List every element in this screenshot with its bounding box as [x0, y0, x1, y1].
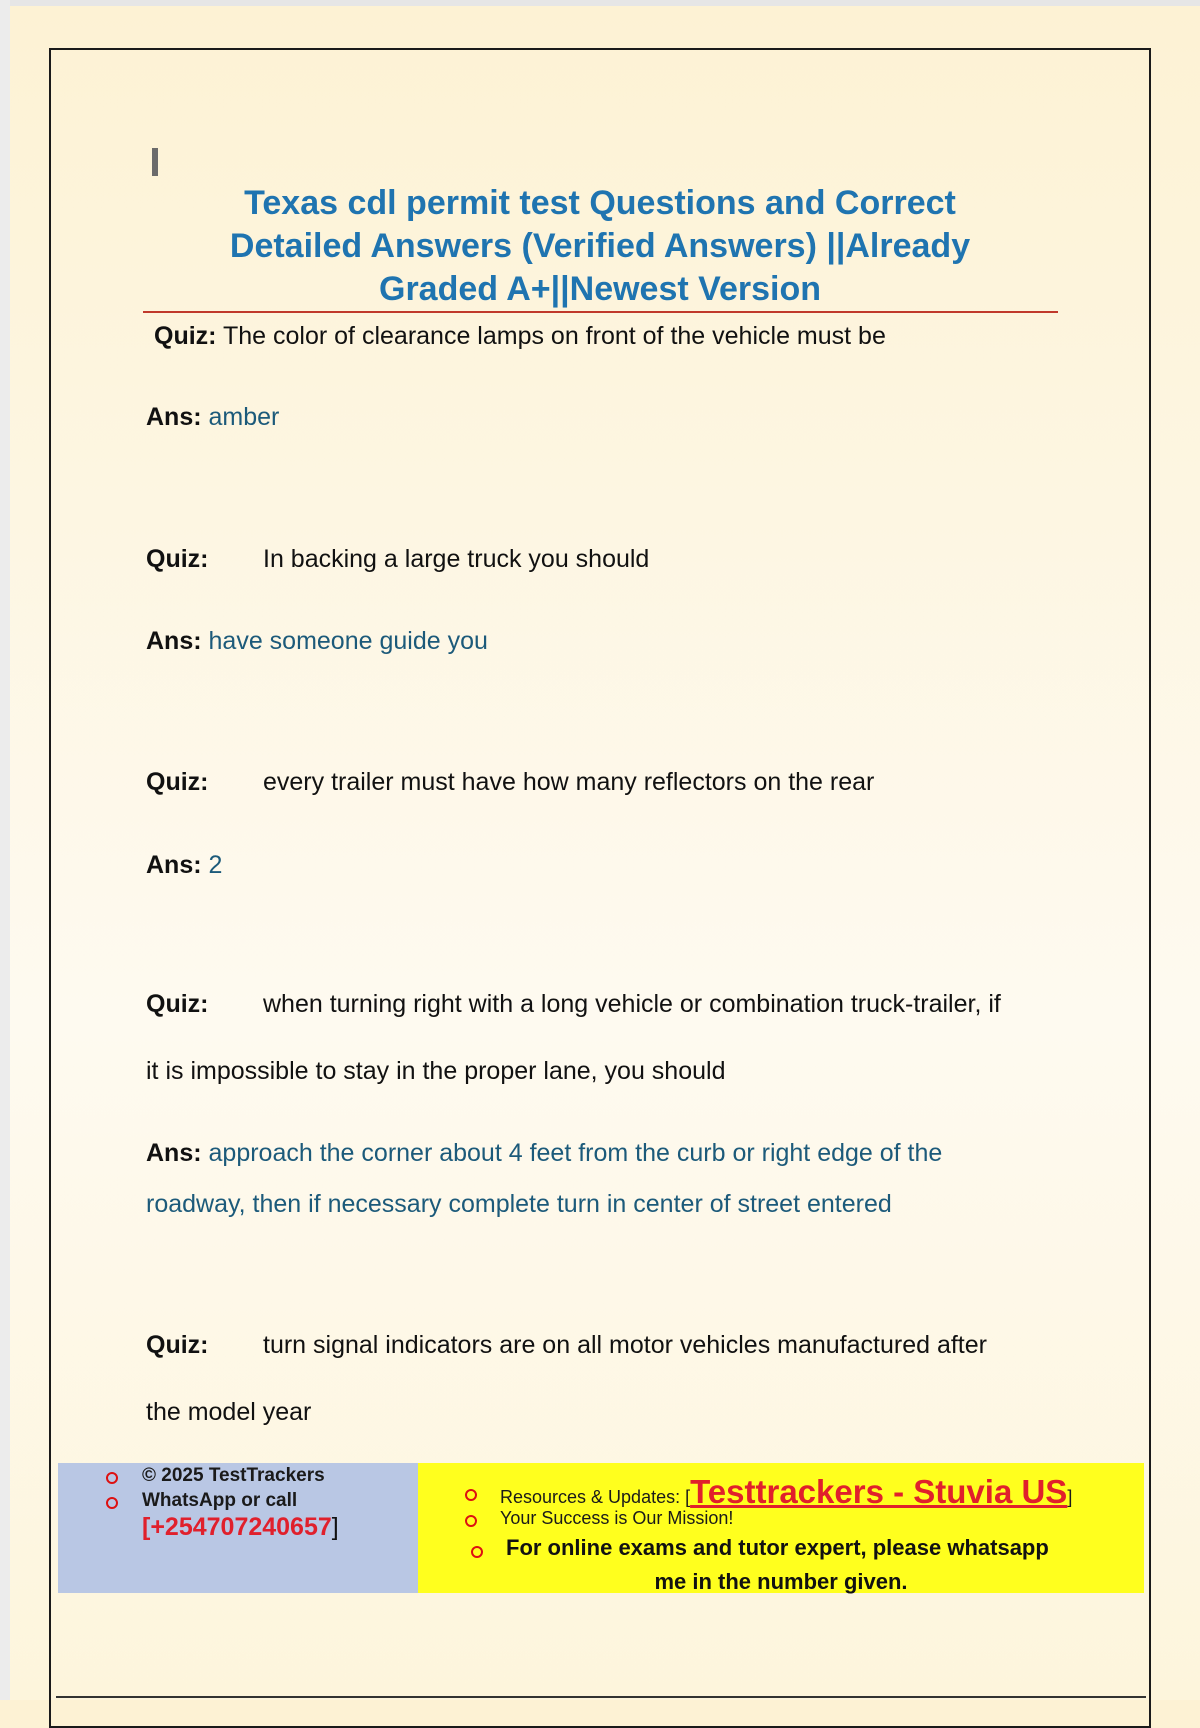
bullet-icon: [106, 1497, 118, 1509]
quiz-2: [146, 545, 649, 574]
answer-label: Ans:: [146, 1139, 202, 1167]
title-divider: [143, 311, 1058, 313]
top-edge: [0, 0, 1200, 6]
resources-close: ]: [1067, 1487, 1073, 1507]
answer-4: [146, 1139, 942, 1168]
text-cursor: [152, 148, 158, 176]
whatsapp-label: WhatsApp or call: [142, 1490, 298, 1511]
stuvia-link[interactable]: Testtrackers - Stuvia US: [690, 1473, 1068, 1510]
title-line-2: Detailed Answers (Verified Answers) ||Already: [229, 227, 971, 265]
quiz-question: every trailer must have how many reflectors on the rear: [263, 768, 875, 796]
answer-4-continuation: roadway, then if necessary complete turn in center of street entered: [146, 1190, 892, 1218]
answer-text: approach the corner about 4 feet from the curb or right edge of the: [208, 1139, 943, 1167]
bottom-edge: [56, 1696, 1146, 1698]
quiz-question: In backing a large truck you should: [263, 545, 650, 573]
left-edge: [0, 0, 10, 1700]
quiz-5: [146, 1331, 987, 1360]
phone-number[interactable]: [142, 1513, 339, 1542]
mission-text: Your Success is Our Mission!: [500, 1508, 734, 1528]
copyright-text: © 2025 TestTrackers: [142, 1465, 325, 1486]
quiz-4-continuation: it is impossible to stay in the proper lane, you should: [146, 1057, 726, 1085]
answer-2: [146, 627, 488, 656]
resources-label: Resources & Updates: [: [500, 1487, 691, 1507]
bullet-icon: [471, 1546, 483, 1558]
answer-label: Ans:: [146, 627, 202, 655]
answer-text: have someone guide you: [208, 627, 488, 655]
answer-1: [146, 403, 279, 432]
tutor-line-2: me in the number given.: [654, 1569, 908, 1594]
bullet-icon: [465, 1515, 477, 1527]
quiz-label: Quiz:: [146, 990, 209, 1018]
answer-3: [146, 851, 222, 880]
phone-value: +254707240657: [150, 1513, 332, 1541]
quiz-label: Quiz:: [146, 768, 209, 796]
quiz-question: The color of clearance lamps on front of the vehicle must be: [223, 322, 886, 350]
quiz-label: Quiz:: [146, 545, 209, 573]
bracket-close: ]: [331, 1513, 339, 1541]
quiz-question: turn signal indicators are on all motor vehicles manufactured after: [263, 1331, 987, 1359]
bullet-icon: [465, 1489, 477, 1501]
quiz-5-continuation: the model year: [146, 1398, 312, 1426]
tutor-line-1: For online exams and tutor expert, please whatsapp: [506, 1535, 1049, 1560]
answer-text: 2: [208, 851, 223, 879]
quiz-label: Quiz:: [154, 322, 217, 350]
quiz-label: Quiz:: [146, 1331, 209, 1359]
quiz-3: [146, 768, 874, 797]
title-line-3: Graded A+||Newest Version: [379, 270, 821, 308]
document-title: [140, 182, 1060, 311]
title-line-1: Texas cdl permit test Questions and Correct: [244, 184, 956, 222]
quiz-question: when turning right with a long vehicle or combination truck-trailer, if: [263, 990, 1001, 1018]
quiz-4: [146, 990, 1001, 1019]
bracket-open: [: [142, 1513, 151, 1541]
resources-line: [500, 1473, 1072, 1511]
answer-label: Ans:: [146, 403, 202, 431]
answer-text: amber: [208, 403, 280, 431]
quiz-1: [154, 322, 886, 351]
bullet-icon: [106, 1472, 118, 1484]
answer-label: Ans:: [146, 851, 202, 879]
